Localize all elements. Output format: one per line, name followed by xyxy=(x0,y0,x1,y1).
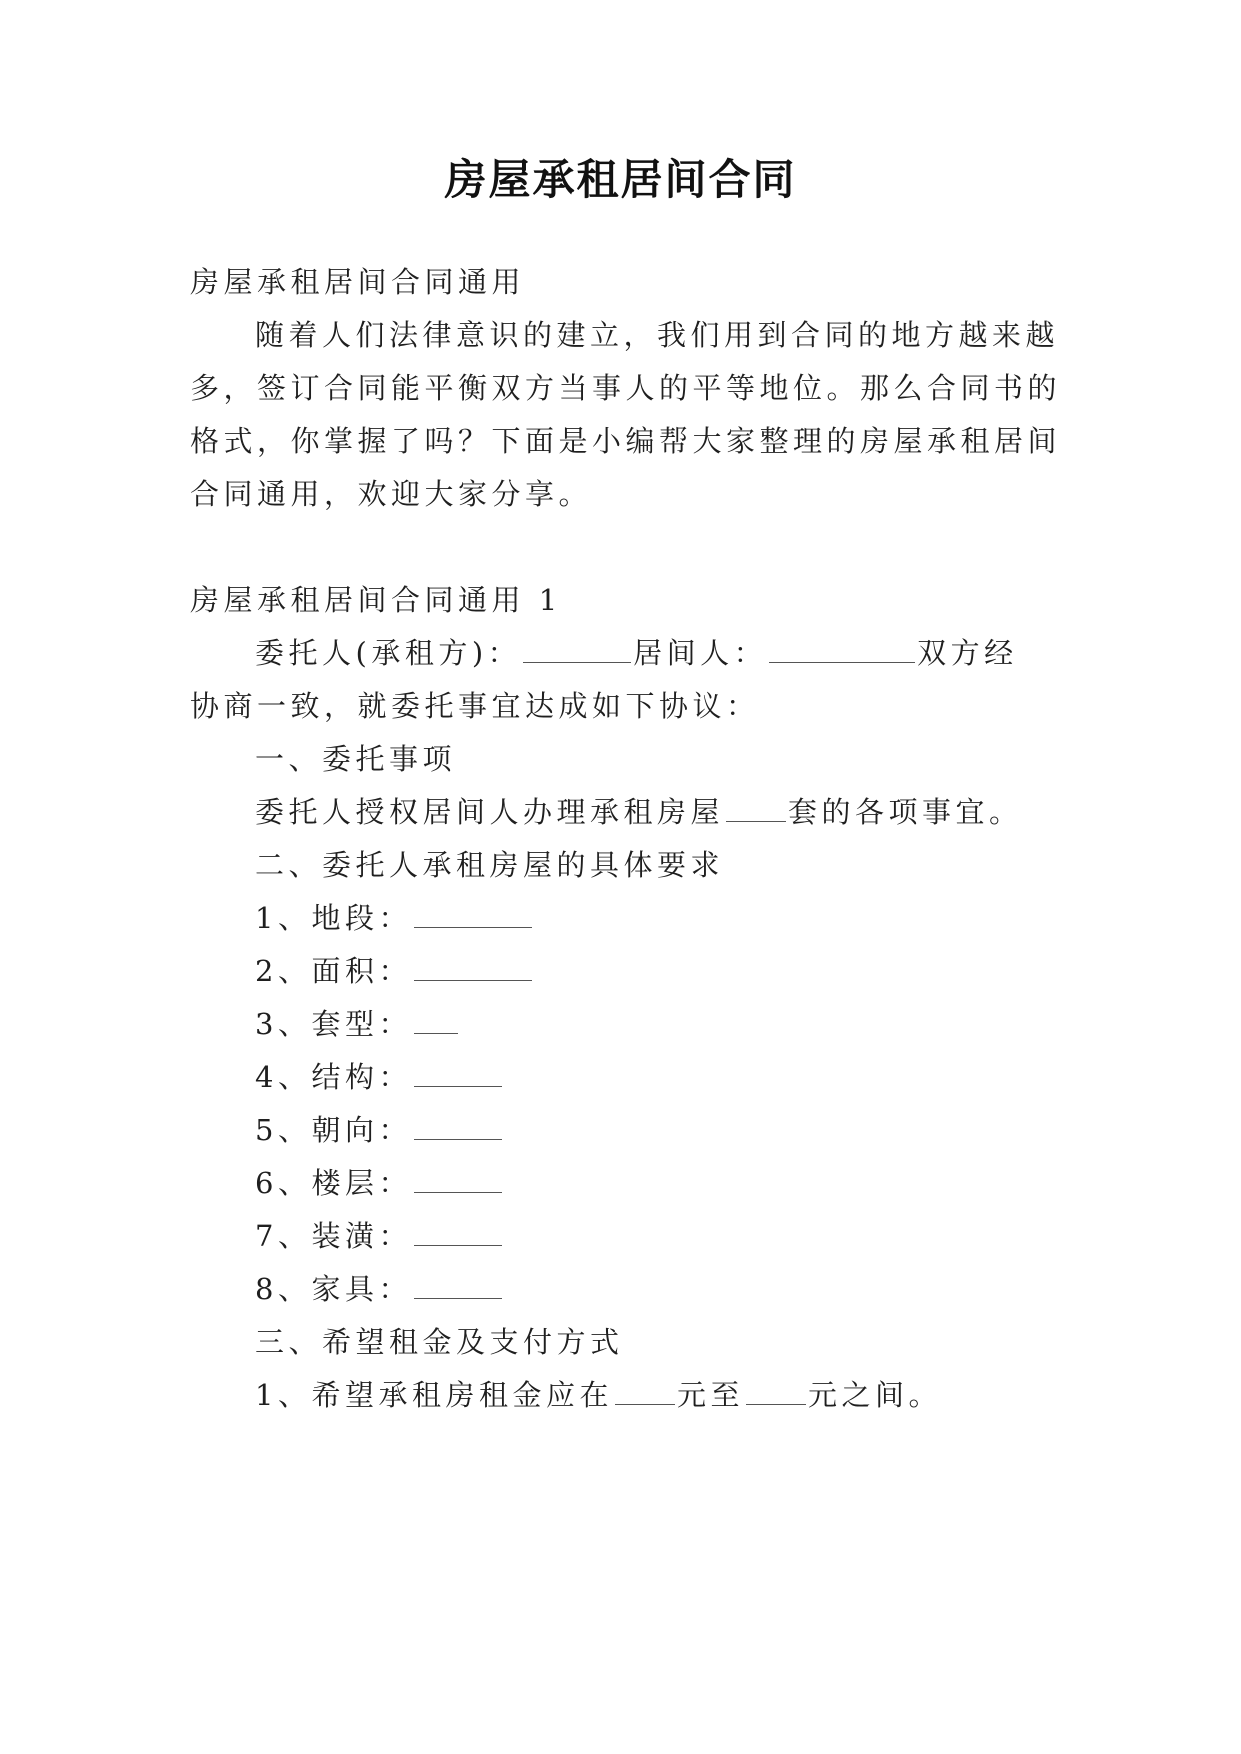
requirement-item xyxy=(255,898,534,938)
rent-min-blank xyxy=(615,1380,675,1405)
requirement-label: 2、面积： xyxy=(255,954,412,988)
section-heading: 房屋承租居间合同通用 1 xyxy=(190,583,562,617)
intro-line-1: 随着人们法律意识的建立，我们用到合同的地方越来越 xyxy=(255,318,1060,352)
parties-line xyxy=(255,633,1018,673)
document-title: 房屋承租居间合同 xyxy=(444,155,797,204)
rent-text-before: 1、希望承租房租金应在 xyxy=(255,1378,613,1412)
rent-text-after: 元之间。 xyxy=(807,1378,942,1412)
clause1-text xyxy=(255,792,1023,832)
requirement-label: 1、地段： xyxy=(255,901,412,935)
parties-continuation: 协商一致，就委托事宜达成如下协议： xyxy=(190,689,760,723)
principal-label: 委托人(承租方)： xyxy=(255,636,522,670)
intermediary-blank xyxy=(769,638,915,663)
parties-tail: 双方经 xyxy=(917,636,1018,670)
requirement-label: 5、朝向： xyxy=(255,1113,412,1147)
clause2-heading: 二、委托人承租房屋的具体要求 xyxy=(255,848,725,882)
requirement-item xyxy=(255,1216,504,1256)
rent-text-mid: 元至 xyxy=(676,1378,744,1412)
requirement-blank xyxy=(414,1274,502,1299)
requirement-label: 6、楼层： xyxy=(255,1166,412,1200)
intermediary-label: 居间人： xyxy=(633,636,768,670)
clause1-blank xyxy=(726,797,786,822)
intro-line-3: 格式，你掌握了吗？下面是小编帮大家整理的房屋承租居间 xyxy=(190,424,1062,458)
requirement-item xyxy=(255,1269,504,1309)
requirement-label: 4、结构： xyxy=(255,1060,412,1094)
document-subtitle: 房屋承租居间合同通用 xyxy=(190,265,526,299)
requirement-item xyxy=(255,1110,504,1150)
clause3-heading: 三、希望租金及支付方式 xyxy=(255,1325,624,1359)
requirement-label: 8、家具： xyxy=(255,1272,412,1306)
requirement-item xyxy=(255,951,534,991)
clause1-heading: 一、委托事项 xyxy=(255,742,457,776)
principal-blank xyxy=(523,638,631,663)
intro-line-4: 合同通用，欢迎大家分享。 xyxy=(190,477,593,511)
intro-line-2: 多，签订合同能平衡双方当事人的平等地位。那么合同书的 xyxy=(190,371,1062,405)
requirement-blank xyxy=(414,956,532,981)
requirement-label: 7、装潢： xyxy=(255,1219,412,1253)
clause1-text-after: 套的各项事宜。 xyxy=(788,795,1023,829)
clause3-item1 xyxy=(255,1375,942,1415)
requirement-item xyxy=(255,1057,504,1097)
requirement-blank xyxy=(414,1168,502,1193)
requirement-item xyxy=(255,1004,460,1044)
rent-max-blank xyxy=(746,1380,806,1405)
requirement-blank xyxy=(414,903,532,928)
requirement-blank xyxy=(414,1221,502,1246)
requirement-blank xyxy=(414,1009,458,1034)
requirement-label: 3、套型： xyxy=(255,1007,412,1041)
requirement-item xyxy=(255,1163,504,1203)
requirement-blank xyxy=(414,1115,502,1140)
clause1-text-before: 委托人授权居间人办理承租房屋 xyxy=(255,795,725,829)
requirement-blank xyxy=(414,1062,502,1087)
